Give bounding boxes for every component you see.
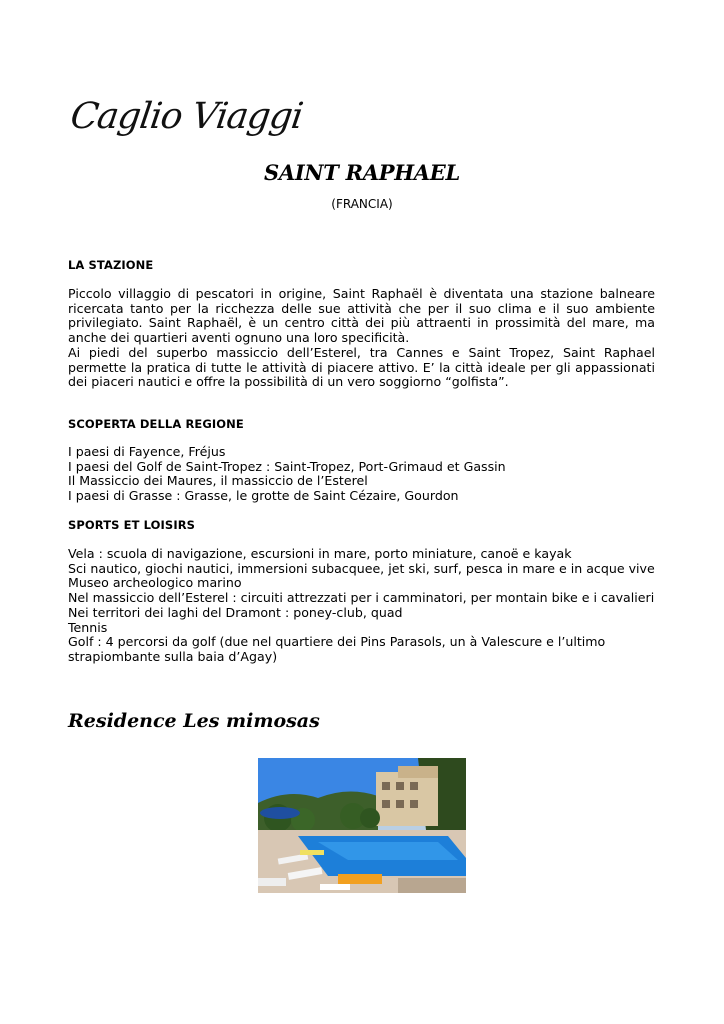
list-item: Nei territori dei laghi del Dramont : poney-club, quad	[68, 604, 403, 620]
paragraph-stazione-2: Ai piedi del superbo massiccio dell’Esterel, tra Cannes e Saint Tropez, Saint Raphael permette la pratica di tutte le attività di piacere attivo. E’ la città ideale per gli appassionati dei piaceri nautici e offre la possibilità di un vero soggiorno “golfista”.	[68, 345, 655, 390]
section-heading-sports: SPORTS ET LOISIRS	[68, 518, 196, 532]
page-subtitle: (FRANCIA)	[331, 197, 393, 211]
list-item: Tennis	[68, 619, 108, 635]
list-item: I paesi del Golf de Saint-Tropez : Saint-Tropez, Port-Grimaud et Gassin	[68, 458, 506, 474]
list-item: Museo archeologico marino	[68, 575, 242, 591]
list-item: Golf : 4 percorsi da golf (due nel quartiere dei Pins Parasols, un à Valescure e l’ultimo	[68, 634, 606, 650]
paragraph-stazione-1: Piccolo villaggio di pescatori in origine, Saint Raphaël è diventata una stazione balneare ricercata tanto per la ricchezza delle sue attività che per il suo clima e il suo ambiente privilegiato. Saint Raphaël, è un centro città dei più attraenti in prossimità del mare, ma anche dei quartieri aventi ognuno una loro specificità.	[68, 286, 655, 345]
residence-photo	[258, 758, 466, 893]
list-scoperta	[68, 445, 668, 504]
section-heading-scoperta: SCOPERTA DELLA REGIONE	[68, 417, 244, 431]
brand-logo: Caglio Viaggi	[68, 96, 305, 137]
section-heading-stazione: LA STAZIONE	[68, 258, 154, 272]
list-item: strapiombante sulla baia d’Agay)	[68, 648, 278, 664]
list-item: Nel massiccio dell’Esterel : circuiti attrezzati per i camminatori, per montain bike e i cavalieri	[68, 590, 655, 606]
list-sports	[68, 547, 668, 665]
list-item: I paesi di Fayence, Fréjus	[68, 444, 226, 459]
pool-photo-illustration	[258, 758, 466, 893]
list-item: Il Massiccio dei Maures, il massiccio de l’Esterel	[68, 473, 368, 489]
list-item: Vela : scuola di navigazione, escursioni in mare, porto miniature, canoë e kayak	[68, 546, 572, 561]
page-title: SAINT RAPHAEL	[264, 160, 460, 185]
list-item: Sci nautico, giochi nautici, immersioni subacquee, jet ski, surf, pesca in mare e in acque vive	[68, 560, 655, 576]
list-item: I paesi di Grasse : Grasse, le grotte de Saint Cézaire, Gourdon	[68, 488, 459, 504]
residence-title: Residence Les mimosas	[68, 710, 320, 732]
